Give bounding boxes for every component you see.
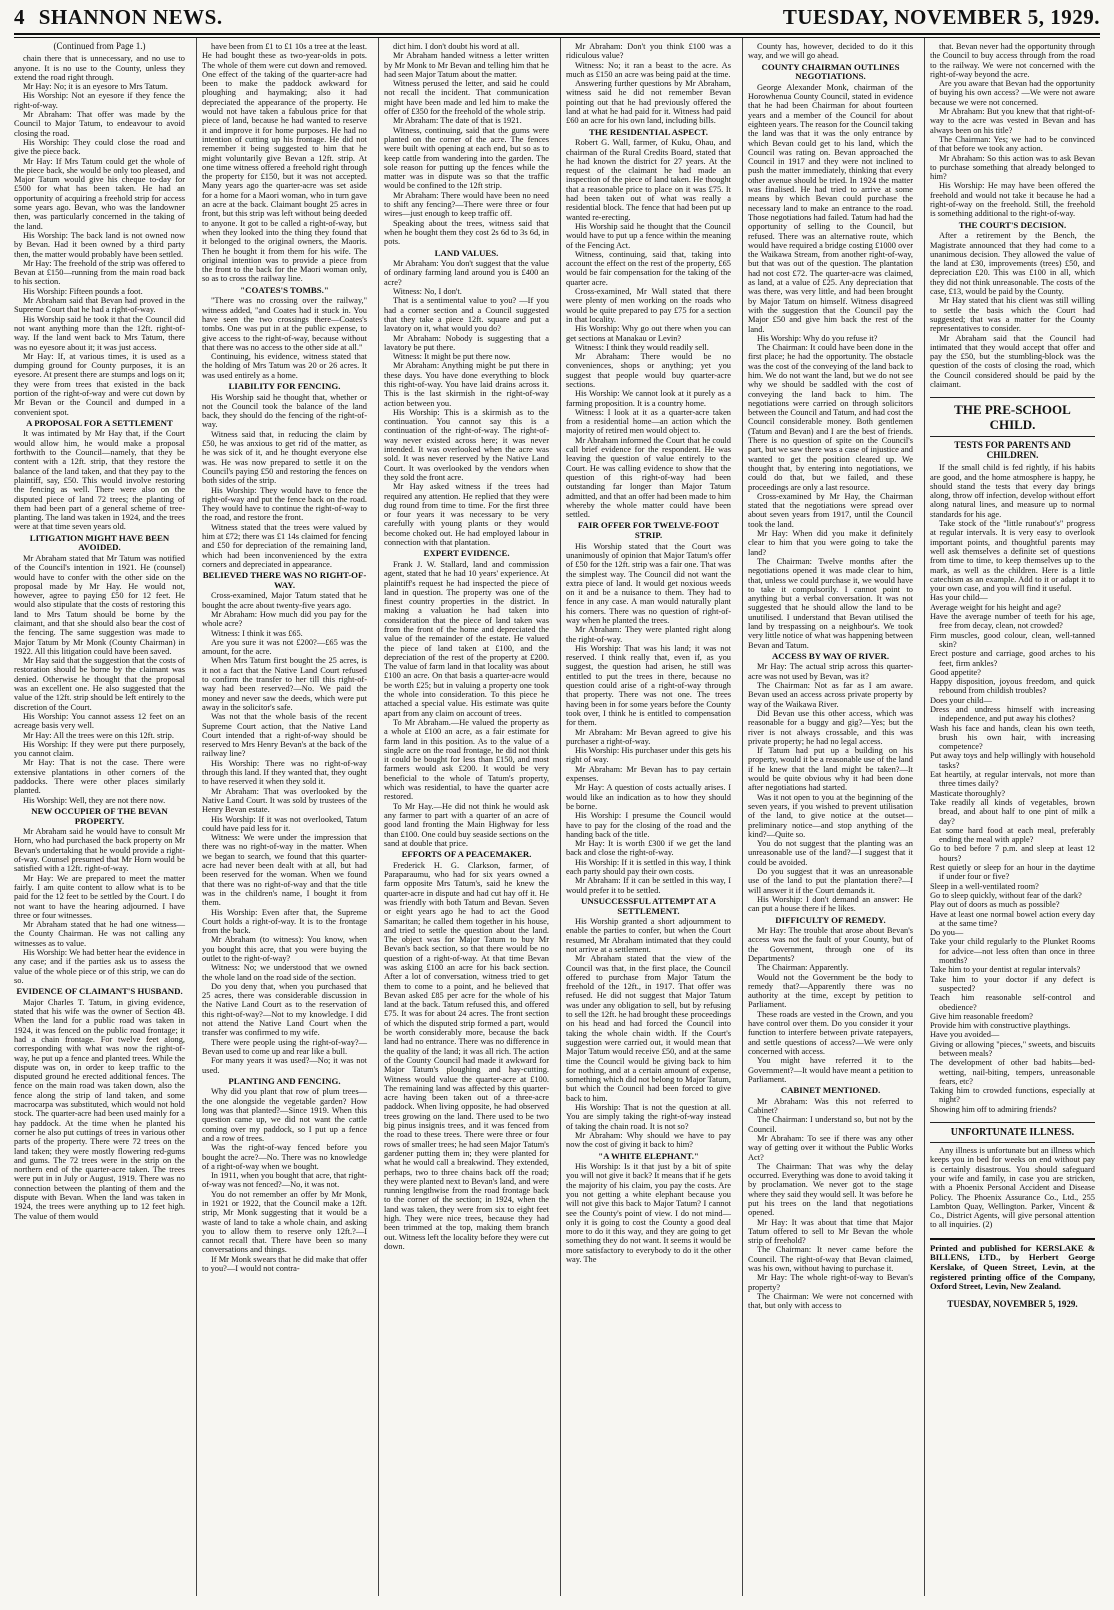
paragraph: His Worship stated that the Court was unanimously of opinion that Major Tatum's offer of £50 for the 12ft. strip was a fair one. That was the simplest way. The Council did not want the extra piece of land. It would get noxious weeds on it and be a nuisance to them. They had to fence in any case. A man would naturally plant his corners. There was no question of right-of-way when he planted the trees. xyxy=(566,541,731,625)
paragraph: Mr Abraham: Mr Bevan agreed to give his purchaser a right-of-way. xyxy=(566,727,731,746)
paragraph: Frank J. W. Stallard, land and commission agent, stated that he had 10 years' experience. At plaintiff's request he had inspected the piece of land in question. The property was one of the finest country properties in the district. In making a valuation he had taken into consideration that the piece of land taken was from the front of the home and depreciated the value of the remainder of the estate. He valued the piece of land taken at £100, and the depreciation of the rest of the property at £200. The value of farm land in that locality was about £100 an acre. On that basis a quarter-acre would be worth £25; but in valuing a property one took the whole into consideration. To this piece he attached a special value. His estimate was quite apart from any claim on account of trees. xyxy=(384,559,549,718)
paragraph: Provide him with constructive playthings. xyxy=(930,1021,1071,1031)
paragraph: His Worship: We cannot look at it purely as a farming proposition. It is a country home. xyxy=(566,389,731,408)
column-5-paragraphs-5 xyxy=(748,1097,913,1311)
issue-date: TUESDAY, NOVEMBER 5, 1929. xyxy=(782,5,1100,29)
paragraph: Mr Hay: It was about that time that Major Tatum offered to sell to Mr Bevan the whole strip of freehold? xyxy=(748,1217,913,1246)
column-3-paragraphs-2 xyxy=(384,259,549,547)
column-3-paragraphs-3 xyxy=(384,560,549,848)
subheading: DIFFICULTY OF REMEDY. xyxy=(775,914,886,925)
paragraph: Have the average number of teeth for his age, free from decay, clean, not crowded? xyxy=(930,612,1095,631)
paragraph: Cross-examined, Major Tatum stated that he bought the acre about twenty-five years ago. xyxy=(202,591,367,610)
paragraph: Witness: We were under the impression that there was no right-of-way in the matter. When we began to search, we found that this quarter-acre had never been dealt with at all, but had been reserved for the woman. When we found that there was no right-of-way and that the title was in the children's name, I bought it from them. xyxy=(202,833,367,908)
paragraph: Take stock of the "little runabout's" progress at regular intervals. It is very easy to overlook important points, and thoughtful parents may well ask themselves a definite set of questions from time to time, to keep themselves up to the mark, as well as the children. Here is a little catechism as an example. Add to it or adapt it to your own case, and you will find it useful. xyxy=(930,519,1095,594)
paragraph: Mr Abraham: Anything might be put there in these days. You have done everything to block this right-of-way. You have laid drains across it. This is the last skirmish in the right-of-way action between you. xyxy=(384,361,549,408)
column-5-paragraphs-3 xyxy=(748,662,913,913)
subheading: THE COURT'S DECISION. xyxy=(958,219,1067,230)
column-5 xyxy=(742,38,918,1596)
paragraph: Take him to your dentist at regular intervals? xyxy=(930,965,1081,975)
paragraph: His Worship: If it is settled in this way, I think each party should pay their own costs. xyxy=(566,857,731,877)
paragraph: Go to bed before 7 p.m. and sleep at least 12 hours? xyxy=(930,844,1095,863)
paragraph: Put away toys and help willingly with household tasks? xyxy=(930,751,1095,770)
paragraph: His Worship: You cannot assess 12 feet on an acreage basis very well. xyxy=(14,711,185,731)
paragraph: His Worship: We had better hear the evidence in any case; and if the parties ask us to assess the value of the whole piece or of this strip, we can do so. xyxy=(14,947,185,985)
paragraph: To Mr Abraham.—He valued the property as a whole at £100 an acre, as a fair estimate for farm land in this position. As to the value of a single acre on the road frontage, he did not think it could be bought for less than £150, and most farmers would ask £200. It would be very beneficial to the whole of Tatum's property, which was residential, to have the quarter acre restored. xyxy=(384,717,549,802)
paragraph: chain there that is unnecessary, and no use to anyone. It is no use to the County, unless they extend the road right through. xyxy=(14,54,185,82)
paragraph: His Worship: They could close the road and give the piece back. xyxy=(14,137,185,157)
column-4 xyxy=(560,38,736,1596)
paragraph: His Worship: They would have to fence the right-of-way and put the fence back on the road. They would have to continue the right-of-way to the road, and restore the front. xyxy=(202,485,367,523)
paragraph: Mr Hay: The freehold of the strip was offered to Bevan at £150—running from the main road back to his section. xyxy=(14,258,185,287)
paragraph: Eat heartily, at regular intervals, not more than three times daily? xyxy=(930,770,1095,789)
paragraph: Witness, continuing, said that, taking into account the effect on the rest of the property, £65 would be fair compensation for the taking of the quarter acre. xyxy=(566,249,731,287)
column-2-paragraphs-4 xyxy=(202,591,367,1074)
paragraph: The Chairman: I understand so, but not by the Council. xyxy=(748,1115,913,1134)
paragraph: His Worship: His purchaser under this gets his right of way. xyxy=(566,746,731,765)
subheading: THE RESIDENTIAL ASPECT. xyxy=(589,126,708,137)
paragraph: Have at least one normal bowel action every day at the same time? xyxy=(930,909,1095,928)
paragraph: Mr Abraham: The date of that is 1921. xyxy=(393,116,522,126)
paragraph: Mr Hay: If, at various times, it is used as a dumping ground for County purposes, it is an eyesore. At present there are stumps and logs on it; they were from trees that existed in the back portion of the right-of-way and were cut down by Mr Bevan or the Council and dumped in a convenient spot. xyxy=(14,351,185,417)
paragraph: that. Bevan never had the opportunity through the Council to buy access through from the road to the railway. We were not concerned with the right-of-way beyond the acre. xyxy=(930,42,1095,79)
paragraph: Teach him reasonable self-control and obedience? xyxy=(930,993,1095,1012)
paragraph: Good appetite? xyxy=(930,667,981,677)
paragraph: Mr Abraham: But you knew that that right-of-way to the acre was vested in Bevan and has always been on his title? xyxy=(930,107,1095,135)
paragraph: These roads are vested in the Crown, and you have control over them. Do you consider it your function to interfere between private ratepayers, and settle questions of access?—We were only concerned with access. xyxy=(748,1009,913,1056)
paragraph: If Tatum had put up a building on his property, would it be a reasonable use of the land if he knew that the land might be taken?—It would be quite obvious why it had been done after negotiations had started. xyxy=(748,746,913,793)
paragraph: Witness: No; we understood that we owned the whole land on the road side of the section. xyxy=(202,963,367,982)
paragraph: If Mr Monk swears that he did make that offer to you?—I would not contra- xyxy=(202,1254,367,1274)
article-subheadline: TESTS FOR PARENTS AND CHILDREN. xyxy=(954,440,1071,461)
paragraph: Why did you plant that row of plum trees—the one alongside the vegetable garden? How long was that planted?—Since 1919. When this question came up, we did not want the cattle coming over my paddock, so I put up a fence and a row of trees. xyxy=(202,1087,367,1143)
paragraph: Take your child regularly to the Plunket Rooms for advice—not less often than once in three months? xyxy=(930,937,1095,966)
paragraph: Mr Abraham: To see if there was any other way of getting over it without the Public Works Act? xyxy=(748,1133,913,1162)
advert-headline: UNFORTUNATE ILLNESS. xyxy=(930,1122,1095,1143)
subheading: COUNTY CHAIRMAN OUTLINES NEGOTIATIONS. xyxy=(761,61,900,82)
column-2-paragraphs-3 xyxy=(202,393,367,570)
paragraph: The Chairman: Not as far as I am aware. Bevan used an access across private property by way of the Waikawa River. xyxy=(748,681,913,709)
paragraph: To Mr Hay.—He did not think he would ask any farmer to part with a quarter of an acre of good land fronting the Main Highway for less than £100. One could buy seaside sections on the sand at double that price. xyxy=(384,801,549,848)
paragraph: Mr Abraham said that Bevan had proved in the Supreme Court that he had a right-of-way. xyxy=(14,296,185,315)
column-3-paragraphs xyxy=(384,42,549,247)
imprint-date: TUESDAY, NOVEMBER 5, 1929. xyxy=(947,1298,1078,1309)
column-3 xyxy=(378,38,554,1596)
paragraph: In 1911, when you bought that acre, that right-of-way was not fenced?—No, it was not. xyxy=(202,1171,367,1190)
column-5-paragraphs-2 xyxy=(748,83,913,650)
subheading: BELIEVED THERE WAS NO RIGHT-OF-WAY. xyxy=(202,570,367,590)
paragraph: Mr Abraham informed the Court that he could call brief evidence for the respondent. He was leaving the question of value entirely to the Court. He was calling evidence to show that the question of this right-of-way had been outstanding far longer than Major Tatum admitted, and that an offer had been made to him whereby the whole matter could have been settled. xyxy=(566,435,731,520)
subheading: ACCESS BY WAY OF RIVER. xyxy=(771,650,890,661)
paragraph: Frederick H. G. Clarkson, farmer, of Paraparaumu, who had for six years owned a farm opposite Mrs Tatum's, said he knew the quarter-acre in dispute and had cut hay off it. He was friendly with both Tatum and Bevan. Seven or eight years ago he had to act the Good Samaritan; he called them together in his house, and tried to settle the question about the land. The object was for Major Tatum to buy Mr Bevan's back section, so that there would be no question of a right-of-way. At that time Bevan was asking £100 an acre for his back section. After a lot of conversation, witness tried to get them to come to a point, and he believed that Bevan asked £85 per acre for the whole of his land at the back. Tatum refused this, and offered £75. It was for about 24 acres. The front section of which the disputed strip formed a part, would be worth considerably more, because the back land had no entrance. There was no difference in the quality of the land; it was all rich. The action of the County Council had made it awkward for Major Tatum's ploughing and hay-cutting. Witness would value the quarter-acre at £100. The remaining land was affected by this quarter-acre having been taken out of a three-acre paddock. When living opposite, he had observed trees growing on the land. There used to be two big pinus insignis trees, and it was fenced from the road to these trees. There were three or four rows of smaller trees; he had seen Major Tatum's gardener putting them in; they were planted for what he would call a breakwind. They extended, perhaps, two to three chains back off the road; they were planted next to Bevan's land, and were running lengthwise from the road frontage back to the corner of the section; in 1924, when the land was taken, they were from six to eight feet high. They were nice trees, because they had been trimmed at the top, making them branch out. Witness left the locality before they were cut down. xyxy=(384,860,549,1251)
paragraph: His Worship: There was no right-of-way through this land. If they wanted that, they ought to have reserved it when they sold it. xyxy=(202,758,367,787)
paragraph: Mr Hay: It is worth £300 if we get the land back and close the right-of-way. xyxy=(566,839,731,858)
paragraph: Mr Hay: The whole right-of-way to Bevan's property? xyxy=(748,1273,913,1292)
checklist xyxy=(930,593,1095,1114)
paragraph: His Worship: Is it that just by a bit of spite you will not give it back? It means that if he gets the majority of his claim, you pay the costs. Are you not getting a white elephant because you will not give this back to Major Tatum? I cannot see the County's point of view. I do not mind—only it is going to cost the County a good deal more to do it this way, and they are going to get something they do not want. It seems it would be more satisfactory to everybody to do it the other way. The xyxy=(566,1162,731,1265)
paragraph: Mr Hay stated that his client was still willing to settle the basis which the Court had suggested; that was a matter for the County representatives to consider. xyxy=(930,296,1095,334)
paragraph: Play out of doors as much as possible? xyxy=(930,900,1060,910)
column-6-paragraphs-3 xyxy=(930,463,1095,593)
paragraph: Are you aware that Bevan had the opportunity of buying his own access? —We were not aware because we were not concerned. xyxy=(930,79,1095,107)
paragraph: His Worship: Why do you refuse it? xyxy=(757,333,878,343)
paragraph: His Worship: This is a skirmish as to the continuation. You cannot say this is a continuation of the right-of-way. The right-of-way never existed across here; it was never intended. It was overlooked when the acre was sold. It was never reserved by the Native Land Court. It was overlooked by the vendors when they sold the front acre. xyxy=(384,407,549,482)
paragraph: Witness: No, I don't. xyxy=(393,287,462,297)
paragraph: Mr Abraham: That offer was made by the Council to Major Tatum, to endeavour to avoid closing the road. xyxy=(14,110,185,138)
paragraph: You do not suggest that the planting was an unreasonable use of the land?—I suggest that it could be avoided. xyxy=(748,839,913,867)
paragraph: Showing him off to admiring friends? xyxy=(930,1104,1057,1114)
paragraph: Mr Hay said that the suggestion that the costs of restoration should be borne by the claimant was denied. Otherwise he thought that the proposal was an excellent one. He also suggested that the value of the 12ft. strip should be left entirely to the discretion of the Court. xyxy=(14,656,185,712)
paragraph: His Worship: I presume the Council would have to pay for the closing of the road and the handing back of the title. xyxy=(566,811,731,839)
subheading: "A WHITE ELEPHANT." xyxy=(598,1150,699,1161)
paragraph: Go to sleep quickly, without fear of the dark? xyxy=(930,890,1082,900)
column-6-paragraphs xyxy=(930,42,1095,219)
paragraph: Wash his face and hands, clean his own teeth, brush his own hair, with increasing competence? xyxy=(930,723,1095,752)
paragraph: His Worship: If they were put there purposely, you cannot claim. xyxy=(14,739,185,759)
article-headline: THE PRE-SCHOOL CHILD. xyxy=(930,397,1095,437)
paragraph: That is a sentimental value to you? —If you had a corner section and a Council suggested that they take a piece 12ft. square and put a lavatory on it, what would you do? xyxy=(384,296,549,334)
paragraph: Mr Abraham: Was this not referred to Cabinet? xyxy=(748,1096,913,1116)
column-4-paragraphs xyxy=(566,42,731,126)
paragraph: His Worship: Not an eyesore if they fence the right-of-way. xyxy=(14,91,185,110)
subheading: FAIR OFFER FOR TWELVE-FOOT STRIP. xyxy=(577,520,720,541)
paragraph: Mr Abraham handed witness a letter written by Mr Monk to Mr Bevan and telling him that he had seen Major Tatum about the matter. xyxy=(384,51,549,79)
paragraph: Mr Hay: The trouble that arose about Bevan's access was not the fault of your County, but of the Government, through one of its Departments? xyxy=(748,926,913,963)
paragraph: Mr Abraham: That was overlooked by the Native Land Court. It was sold by trustees of the Henry Bevan estate. xyxy=(202,786,367,815)
subheading: LAND VALUES. xyxy=(434,247,499,258)
column-1-paragraphs-2 xyxy=(14,429,185,531)
advert-paragraphs xyxy=(930,1146,1095,1230)
paragraph: Mr Abraham: There would be no conveniences, shops or anything; yet you suggest that people would buy quarter-acre sections. xyxy=(566,352,731,389)
paragraph: Mr Abraham: How much did you pay for the whole acre? xyxy=(202,610,367,629)
paragraph: His Worship: Well, they are not there now. xyxy=(23,795,166,805)
paragraph: His Worship said he thought that the Council would have to put up a fence within the meaning of the Fencing Act. xyxy=(566,221,731,250)
column-2-paragraphs-2 xyxy=(202,296,367,380)
paragraph: Mr Abraham: They were planted right along the right-of-way. xyxy=(566,625,731,644)
paragraph: Mr Hay: If Mrs Tatum could get the whole of the piece back, she would be only too pleased, and Major Tatum would give his cheque to-day for £500 for what has been taken. He had an opportunity of acquiring a freehold strip for access some years ago. Bevan, who was the landowner then, was particularly concerned in the taking of the land. xyxy=(14,156,185,231)
paragraph: His Worship: The back land is not owned now by Bevan. Had it been owned by a third party then, the matter would probably have been settled. xyxy=(14,230,185,259)
paragraph: Take readily all kinds of vegetables, brown bread, and about half to one pint of milk a day? xyxy=(930,797,1095,826)
column-4-paragraphs-4 xyxy=(566,917,731,1149)
paragraph: County has, however, decided to do it this way, and we will go ahead. xyxy=(748,42,913,61)
paragraph: Mr Hay: No; it is an eyesore to Mrs Tatum. xyxy=(23,82,168,92)
paragraph: Mr Abraham: Nobody is suggesting that a lavatory be put there. xyxy=(384,333,549,352)
column-4-paragraphs-5 xyxy=(566,1162,731,1264)
paragraph: The development of other bad habits—bed-wetting, nail-biting, tempers, unreasonable fears, etc? xyxy=(930,1058,1095,1086)
paragraph: Witness, continuing, said that the gums were planted on the corner of the acre. The fences were built with opening at each end, but so as to keep cattle from wandering into the garden. The sole reason for putting up the fences while the matter was in dispute was so that the traffic would be confined to the 12ft strip. xyxy=(384,125,549,191)
paragraph: The Chairman: It never came before the Council. The right-of-way that Bevan claimed, was his own, without having to purchase it. xyxy=(748,1245,913,1274)
paragraph: His Worship said he thought that, whether or not the Council took the balance of the land back, they should do the fencing of the right-of-way. xyxy=(202,392,367,430)
paragraph: Cross-examined by Mr Hay, the Chairman stated that the negotiations were spread over about seven years from 1917, until the Council took the land. xyxy=(748,491,913,529)
paragraph: Mr Abraham stated that Mr Tatum was notified of the Council's intention in 1921. He (counsel) would have to confer with the other side on the proposal made by Mr Hay. He would not, however, agree to paying £50 for 12 feet. He would also stipulate that the costs of restoring this land to Mrs Tatum should be borne by the claimant, and that she should also bear the cost of the fencing. The same suggestion was made to Major Tatum by Mr Monk (County Chairman) in 1922. All this litigation could have been saved. xyxy=(14,553,185,656)
continued-note: (Continued from Page 1.) xyxy=(53,41,146,51)
printer-imprint: Printed and published for KERSLAKE & BILLENS, LTD., by Herbert George Kerslake, of Queen Street, Levin, at the registered printing office of the Company, Oxford Street, Levin, New Zealand. xyxy=(930,1238,1095,1292)
column-1-paragraphs xyxy=(14,54,185,417)
paragraph: Mr Abraham (to witness): You know, when you bought this acre, that you were buying the outlet to the right-of-way? xyxy=(202,935,367,963)
column-6-paragraphs-2 xyxy=(930,231,1095,389)
paragraph: Take him to your doctor if any defect is suspected? xyxy=(930,974,1095,993)
paragraph: Witness stated that the trees were valued by him at £72; there was £1 14s claimed for fencing and £50 for depreciation of the remaining land, which had been inconvenienced by the extra corners and depreciated in appearance. xyxy=(202,522,367,569)
subheading: A PROPOSAL FOR A SETTLEMENT xyxy=(26,417,173,428)
paragraph: Witness said that, in reducing the claim by £50, he was anxious to get rid of the matter, as he was sick of it, and he thought everyone else was. He was now prepared to settle it on the Council's paying £50 and restoring the fences on both sides of the strip. xyxy=(202,429,367,486)
paragraph: Do you— xyxy=(930,928,964,938)
paragraph: The Chairman: It could have been done in the first place; he had the opportunity. The obstacle was the cost of the conveying of the land back to him. We do not want the land, but we do not see why we should be saddled with the cost of conveying the land back to him. The negotiations were carried on through solicitors between the Council and Tatum, and had cost the Council considerable money. Both gentlemen (Tatum and Bevan) and I are the best of friends. There is no question of spite on the Council's part, but we saw there was a case of injustice and wanted to get the position cleared up. We thought that, by entering into negotiations, we could do that, but we failed, and these proceedings are only a last resource. xyxy=(748,343,913,492)
paragraph: Mr Hay: A question of costs actually arises. I would like an indication as to how they should be borne. xyxy=(566,783,731,811)
column-5-paragraphs-4 xyxy=(748,926,913,1084)
paragraph: The Chairman: That was why the delay occurred. Everything was done to avoid taking it by proclamation. We never got to the stage where they said they would sell. It was before he put his trees on the land that negotiations opened. xyxy=(748,1161,913,1218)
paragraph: Dress and undress himself with increasing independence, and put away his clothes? xyxy=(930,705,1095,724)
column-1-paragraphs-5 xyxy=(14,998,185,1221)
column-2-paragraphs-5 xyxy=(202,1087,367,1273)
paragraph: Mr Hay asked witness if the trees had required any attention. He replied that they were dug round from time to time. For the first three or four years it was necessary to be very carefully with young plants or they would become choked out. He had employed labour in connection with that plantation. xyxy=(384,482,549,548)
column-5-paragraphs xyxy=(748,42,913,61)
paragraph: Robert G. Wall, farmer, of Kuku, Ohau, and chairman of the Rural Credits Board, stated that he had known the district for 27 years. At the request of the claimant he had made an inspection of the piece of land taken. He thought that a reasonable price to place on it was £75. It had been taken out of what was really a residential block. The fence that had been put up wanted re-erecting. xyxy=(566,138,731,222)
paragraph: Continuing, his evidence, witness stated that the holding of Mrs Tatum was 20 or 26 acres. It was used entirely as a home. xyxy=(202,352,367,380)
paragraph: Mr Abraham: So this action was to ask Bevan to purchase something that already belonged to him? xyxy=(930,153,1095,182)
paragraph: Any illness is unfortunate but an illness which keeps you in bed for weeks on end without pay is certainly disastrous. You should safeguard your wife and family, in case you are stricken, with a Phoenix Personal Accident and Disease Policy. The Phoenix Assurance Co., Ltd., 255 Lambton Quay, Wellington. Parker, Vincent & Co., District Agents, will give personal attention to all inquiries. (2) xyxy=(930,1146,1095,1230)
paragraph: Giving or allowing "pieces," sweets, and biscuits between meals? xyxy=(930,1039,1095,1058)
paragraph: Mr Abraham said he would have to consult Mr Horn, who had purchased the back property on Mr Bevan's undertaking that he would provide a right-of-way. Counsel presumed that Mr Horn would be satisfied with a 12ft. right-of-way. xyxy=(14,827,185,874)
paragraph: Was the right-of-way fenced before you bought the acre?—No. There was no knowledge of a right-of-way when we bought. xyxy=(202,1143,367,1171)
paragraph: The Chairman: Twelve months after the negotiations opened it was made clear to him, that, unless we could purchase it, we would have to take it compulsorily. I cannot point to anything but a verbal conversation. It was not suggested that he should allow the land to be unutilised. I understand that Bevan utilised the land by trespassing on a neighbour's. We took very little notice of what was happening between Bevan and Tatum. xyxy=(748,556,913,650)
paragraph: Sleep in a well-ventilated room? xyxy=(930,881,1039,891)
paragraph: Answering further questions by Mr Abraham, witness said he did not remember Bevan pointing out that he had previously offered the land at what he had paid for it. Witness had paid £60 an acre for his own land, including bills. xyxy=(566,79,731,126)
column-1 xyxy=(14,38,190,1596)
subheading: LIABILITY FOR FENCING. xyxy=(228,380,341,391)
paragraph: Erect posture and carriage, good arches to his feet, firm ankles? xyxy=(930,649,1095,668)
subheading: PLANTING AND FENCING. xyxy=(228,1075,341,1086)
paragraph: Happy disposition, joyous freedom, and quick rebound from childish troubles? xyxy=(930,677,1095,696)
paragraph: His Worship: He may have been offered the freehold and would not take it because he had a right-of-way on the freehold. Still, the freehold is something additional to the right-of-way. xyxy=(930,181,1095,219)
paragraph: Firm muscles, good colour, clean, well-tanned skin? xyxy=(930,630,1095,649)
paragraph: "There was no crossing over the railway," witness added, "and Coates had it stuck in. You have seen the two crossings there—Coates's tombs. One was put in at the public expense, to give access to the right-of-way, because without that there was no access to the other side at all." xyxy=(202,296,367,352)
article-columns xyxy=(14,38,1100,1596)
paragraph: Do you suggest that it was an unreasonable use of the land to put the plantation there?—I will answer it if the Court demands it. xyxy=(748,867,913,895)
paragraph: Masticate thoroughly? xyxy=(930,788,1006,798)
paragraph: Do you deny that, when you purchased that 25 acres, there was considerable discussion in the Native Land Court as to the reservation of this right-of-way?—Not to my knowledge. I did not attend the Native Land Court when the transfer was confirmed to my wife. xyxy=(202,981,367,1038)
paragraph: Has your child— xyxy=(930,593,988,603)
paragraph: You do not remember an offer by Mr Monk, in 1921 or 1922, that the Council make a 12ft. strip, Mr Monk suggesting that it would be a waste of land to take a whole chain, and asking you to allow them to reserve only 12ft.?—I cannot recall that. There have been so many conversations and things. xyxy=(202,1189,367,1255)
paragraph: Eat some hard food at each meal, preferably ending the meal with apple? xyxy=(930,825,1095,845)
paragraph: Mr Hay: All the trees were on this 12ft. strip. xyxy=(23,730,174,740)
paragraph: Witness: I think it was £65. xyxy=(211,628,303,638)
paragraph: Taking him to crowded functions, especially at night? xyxy=(930,1086,1095,1105)
paragraph: The Chairman: We were not concerned with that, but only with access to xyxy=(748,1291,913,1311)
paragraph: Mr Abraham stated that he had one witness—the County Chairman. He was not calling any witnesses as to value. xyxy=(14,920,185,948)
paragraph: Mr Abraham: You don't suggest that the value of ordinary farming land around you is £400 an acre? xyxy=(384,259,549,287)
paragraph: His Worship: That is not the question at all. You are simply taking the right-of-way instead of taking the chain road. It is not so? xyxy=(566,1103,731,1131)
paragraph: Was not that the whole basis of the recent Supreme Court action, that the Native Land Court intended that a right-of-way should be reserved to Mrs Henry Bevan's at the back of the railway line? xyxy=(202,712,367,759)
paragraph: Was it not open to you at the beginning of the seven years, if you wished to prevent utilisation of the land, to give notice at the outset—preliminary notice—and stop anything of the kind?—Quite so. xyxy=(748,792,913,839)
paragraph: There were people using the right-of-way?—Bevan used to come up and rear like a bull. xyxy=(202,1037,367,1056)
paragraph: Does your child— xyxy=(930,695,992,705)
subheading: EFFORTS OF A PEACEMAKER. xyxy=(401,849,532,860)
paragraph: Mr Hay: That is not the case. There were extensive plantations in other corners of the paddocks. There were other places similarly planted. xyxy=(14,758,185,796)
paper-name: SHANNON NEWS. xyxy=(38,5,223,29)
paragraph: The Chairman: Apparently. xyxy=(757,963,849,973)
paragraph: Witness perused the letter, and said he could not recall the incident. That communication might have been made and led him to make the offer of £350 for the freehold of the whole strip. xyxy=(384,79,549,117)
paragraph: Witness: I look at it as a quarter-acre taken from a residential home—an action which the majority of retired men would object to. xyxy=(566,407,731,436)
paragraph: After a retirement by the Bench, the Magistrate announced that they had come to a unanimous decision. They allowed the value of the land at £30, improvements (trees) £50, and depreciation £20. This was £100 in all, which they did not think unreasonable. The costs of the case, £13, would be paid by the County. xyxy=(930,231,1095,297)
subheading: UNSUCCESSFUL ATTEMPT AT A SETTLEMENT. xyxy=(580,895,716,916)
masthead-rule xyxy=(14,33,1100,35)
paragraph: It was intimated by Mr Hay that, if the Court would allow him, he would make a proposal forthwith to the Council—namely, that they be content with a 12ft. strip, that they restore the balance of the land taken, and that they pay to the plaintiff, say, £50. This would involve restoring the fencing as well. There were also on the disputed piece of land 72 trees; the planting of them had been part of a general scheme of tree-planting. The land was taken in 1924, and the trees were at that time seven years old. xyxy=(14,429,185,532)
paragraph: Cross-examined, Mr Wall stated that there were plenty of men working on the roads who would be quite prepared to pay £75 for a section in that locality. xyxy=(566,287,731,324)
column-2 xyxy=(196,38,372,1596)
paragraph: Give him reasonable freedom? xyxy=(930,1011,1034,1021)
paragraph: His Worship: Even after that, the Supreme Court holds a right-of-way. It is to the frontage from the back. xyxy=(202,907,367,936)
paragraph: Mr Abraham stated that the view of the Council was that, in the first place, the Council offered to purchase from Major Tatum the freehold of the 12ft., in 1917. That offer was refused. He did not suggest that Major Tatum was under any obligation to sell, but by refusing to sell the 12ft. he had brought these proceedings on his head and had forced the Council into taking the whole chain width. If the Court's suggestion were carried out, it would mean that Major Tatum would receive £50, and at the same time the Council would be giving back to him for nothing, and at a certain amount of expense, something which did not belong to Major Tatum, but which the Council had been forced to give back to him. xyxy=(566,954,731,1103)
paragraph: George Alexander Monk, chairman of the Horowhenua County Council, stated in evidence that he had been Chairman for about fourteen years and a member of the Council for about eighteen years. The reason for the Council taking the land was that it was the only entrance by which Bevan could get to his land, which the Council was rating on. Bevan approached the Council in 1917 and they were not inclined to push the matter immediately, thinking that every other avenue should be tried. In 1924 the matter was finalised. He had tried to arrive at some means by which Bevan could purchase the necessary land to make an entrance to the road. Those negotiations had failed. Tatum had had the opportunity of selling to the Council, but refused. There was an alternative route, which would have required a bridge costing £1000 over the Waikawa Stream, from another right-of-way, but that was out of the question. The plantation had not cost £72. The quarter-acre was claimed, as land, at a value of £25. Any depreciation that was there, was very little, and had been brought by Major Tatum on himself. Witness disagreed with the suggestion that the Council pay the Major £50 and give him back the rest of the land. xyxy=(748,82,913,334)
subheading: "COATES'S TOMBS." xyxy=(240,284,329,295)
subheading: LITIGATION MIGHT HAVE BEEN AVOIDED. xyxy=(29,532,170,553)
paragraph: Mr Abraham: Mr Bevan has to pay certain expenses. xyxy=(566,764,731,784)
column-4-paragraphs-2 xyxy=(566,138,731,519)
paragraph: Mr Hay: The actual strip across this quarter-acre was not used by Bevan, was it? xyxy=(748,662,913,681)
paragraph: Mr Hay: When did you make it definitely clear to him that you were going to take the land? xyxy=(748,529,913,557)
paragraph: Average weight for his height and age? xyxy=(930,602,1062,612)
column-1-paragraphs-3 xyxy=(14,554,185,805)
paragraph: His Worship: I don't demand an answer: He can put a house there if he likes. xyxy=(748,894,913,914)
paragraph: For many years it was used?—No; it was not used. xyxy=(202,1056,367,1075)
subheading: EXPERT EVIDENCE. xyxy=(423,548,510,559)
column-3-paragraphs-4 xyxy=(384,861,549,1251)
column-1-paragraphs-4 xyxy=(14,827,185,985)
paragraph: Mr Abraham said that the Council had intimated that they would accept that offer and pay the £50, but the stumbling-block was the question of the costs of closing the road, which the Council considered should be paid by the claimant. xyxy=(930,333,1095,389)
paragraph: If the small child is fed rightly, if his habits are good, and the home atmosphere is happy, he should stand the tests that every day brings along, throw off infection, develop without effort along natural lines, and measure up to normal standards for his age. xyxy=(930,463,1095,519)
paragraph: Witness: It might be put there now. xyxy=(393,352,511,362)
paragraph: Would not the Government be the body to remedy that?—Apparently there was no authority at the time, except by petition to Parliament. xyxy=(748,972,913,1010)
paragraph: His Worship: Why go out there when you can get sections at Manakau or Levin? xyxy=(566,324,731,343)
paragraph: His Worship: Fifteen pounds a foot. xyxy=(23,286,143,296)
subheading: CABINET MENTIONED. xyxy=(780,1085,881,1096)
paragraph: Major Charles T. Tatum, in giving evidence, stated that his wife was the owner of Section 4B. When the land for a public road was taken in 1924, it was fenced on the public road frontage; it had a chain frontage. For twelve feet along, corresponding with what was now the right-of-way, he put up a fence and planted trees. While the dispute was on, in order to keep traffic to the disputed ground he erected additional fences. The fence on the main road was taken down, also the fence along the strip of land taken, and some macrocarpa was substituted, which would not hold stock. The quarter-acre had been used mainly for a hay paddock. At the time when he planted his corner he also put cuttings of trees in various other parts of the property. There were 72 trees on the land taken; they were mostly flowering red-gums and gums. The 72 trees were in the strip on the northern end of the quarter-acre taken. The trees were put in in July or August, 1919. There was no connection between the planting of them and the dispute with Bevan. When the land was taken in 1924, the trees were anything up to 12 feet high. The value of them would xyxy=(14,997,185,1221)
paragraph: Speaking about the trees, witness said that when he bought them they cost 2s 6d to 3s 6d, in pots. xyxy=(384,218,549,247)
paragraph: Witness: I think they would readily sell. xyxy=(575,342,709,352)
paragraph: Rest quietly or sleep for an hour in the daytime if under four or five? xyxy=(930,863,1095,882)
paragraph: Mr Abraham: Why should we have to pay now the cost of giving it back to him? xyxy=(566,1130,731,1150)
column-6 xyxy=(924,38,1100,1596)
paragraph: Mr Abraham: If it can be settled in this way, I would prefer it to be settled. xyxy=(566,876,731,895)
paragraph: Mr Hay: We are prepared to meet the matter fairly. I am quite content to allow what is to be paid for the 12 feet to be settled by the Court. I do not want to have the hearing adjourned. I have three or four witnesses. xyxy=(14,873,185,920)
paragraph: have been from £1 to £1 10s a tree at the least. He had bought these as two-year-olds in pots. The whole of them were cut down and removed. One effect of the taking of the quarter-acre had been to make the paddock awkward for ploughing and haymaking; also it had depreciated the appearance of the property. He would not have taken a fabulous price for that piece of land, because he had wanted to reserve it and improve it for home purposes. He had no intention of cutting up his frontage. He did not remember it being suggested to him that he might voluntarily give Bevan a 12ft. strip. At one time witness offered a freehold right through the property for £150, but it was not accepted. Many years ago the quarter-acre was set aside for a home for a Maori woman, who in turn gave an acre at the back. Claimant bought 25 acres in front, but this strip was left without being deeded to anyone. It got to be called a right-of-way, but when they looked into the thing they found that it belonged to the original owners, the Maoris. Then he bought it from them for his wife. The original intention was to provide a piece from the front to the back for the Maori woman only, so as to cross the railway line. xyxy=(202,42,367,284)
paragraph: Mr Abraham: Don't you think £100 was a ridiculous value? xyxy=(566,42,731,61)
paragraph: You might have referred it to the Government?—It would have meant a petition to Parliament. xyxy=(748,1056,913,1084)
paragraph: When Mrs Tatum first bought the 25 acres, is it not a fact that the Native Land Court refused to confirm the transfer to her till this right-of-way had been reserved?—No. We paid the money and never saw the deeds, which were put away in the solicitor's safe. xyxy=(202,656,367,712)
subheading: EVIDENCE OF CLAIMANT'S HUSBAND. xyxy=(16,986,183,997)
paragraph: His Worship granted a short adjournment to enable the parties to confer, but when the Court resumed, Mr Abraham intimated that they could not arrive at a settlement. xyxy=(566,917,731,954)
paragraph: His Worship said he took it that the Council did not want anything more than the 12ft. right-of-way. If the land went back to Mrs Tatum, there was no eyesore about it; it was just access. xyxy=(14,314,185,352)
paragraph: Are you sure it was not £200?—£65 was the amount, for the acre. xyxy=(202,637,367,657)
paragraph: Witness: No; it ran a beast to the acre. As much as £150 an acre was being paid at the time. xyxy=(566,60,731,79)
paragraph: The Chairman: Yes; we had to be convinced of that before we took any action. xyxy=(930,134,1095,154)
paragraph: His Worship: That was his land; it was not reserved. I think really that, even if, as you suggest, the question had arisen, he still was entitled to put the trees in there, because no question could arise of a right-of-way through that property. There was not one. The trees having been in for some years before the County took over, I think he is entitled to compensation for them. xyxy=(566,643,731,728)
paragraph: Mr Abraham: There would have been no need to shift any fencing?—There were three or four wires—just enough to keep traffic off. xyxy=(384,190,549,219)
paragraph: Have you avoided— xyxy=(930,1030,1000,1040)
column-4-paragraphs-3 xyxy=(566,542,731,895)
paragraph: His Worship: If it was not overlooked, Tatum could have paid less for it. xyxy=(202,814,367,833)
page-number: 4 xyxy=(14,5,25,29)
paragraph: dict him. I don't doubt his word at all. xyxy=(393,42,520,51)
subheading: NEW OCCUPIER OF THE BEVAN PROPERTY. xyxy=(31,805,168,826)
page-header-left xyxy=(14,5,223,30)
paragraph: Did Bevan use this other access, which was reasonable for a buggy and gig?—Yes; but the river is not always crossable, and this was private property; he had no legal access. xyxy=(748,708,913,746)
masthead xyxy=(14,5,1100,30)
column-2-paragraphs xyxy=(202,42,367,284)
